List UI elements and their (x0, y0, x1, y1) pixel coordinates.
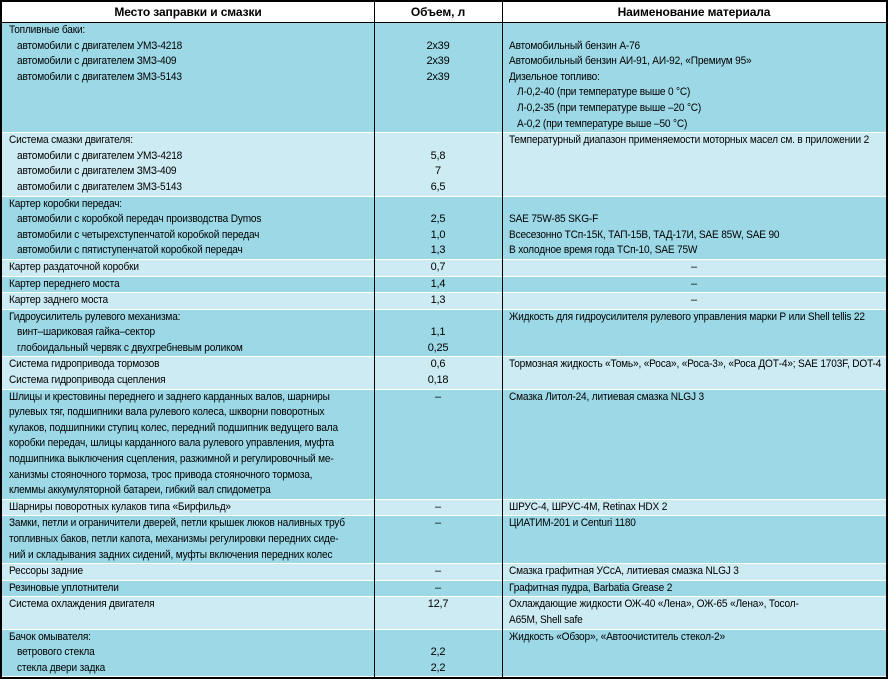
place-text: Рессоры задние (9, 565, 83, 578)
volume-value: 1,1 (430, 326, 446, 339)
table-band (2, 292, 886, 309)
cell-volume (374, 277, 502, 293)
cell-volume (374, 516, 502, 563)
volume-value (374, 630, 502, 646)
material-text: ШРУС-4, ШРУС-4М, Retinax HDX 2 (509, 500, 668, 513)
cell-place (2, 516, 374, 563)
material-text (502, 468, 886, 484)
cell-material (502, 260, 886, 276)
table-band (2, 196, 886, 259)
cell-material (502, 277, 886, 293)
cell-place (2, 293, 374, 309)
material-text (502, 180, 886, 196)
place-text (2, 85, 374, 101)
volume-value (374, 421, 502, 437)
volume-value: – (435, 581, 441, 594)
cell-material (502, 23, 886, 132)
place-text: Резиновые уплотнители (9, 581, 119, 594)
table-band (2, 356, 886, 388)
volume-value: 5,8 (430, 149, 446, 162)
place-text: коробки передач, шлицы карданного вала рулевого управления, муфта (9, 437, 335, 450)
volume-value: 1,3 (430, 244, 446, 257)
volume-value (374, 117, 502, 133)
place-text: автомобили с четырехступенчатой коробкой передач (17, 228, 260, 241)
material-text (502, 532, 886, 548)
place-text: Картер заднего моста (9, 294, 108, 307)
volume-value (374, 548, 502, 564)
material-text (502, 436, 886, 452)
cell-material (502, 133, 886, 195)
place-text: Картер коробки передач: (9, 197, 122, 210)
volume-value (374, 532, 502, 548)
material-text (502, 421, 886, 437)
material-text (502, 197, 886, 213)
cell-material (502, 500, 886, 516)
material-text (502, 452, 886, 468)
cell-material (502, 357, 886, 388)
cell-volume (374, 630, 502, 677)
table-band (2, 389, 886, 499)
volume-value: 0,18 (427, 374, 449, 387)
cell-place (2, 277, 374, 293)
cell-place (2, 310, 374, 357)
material-text: Всесезонно ТСп-15К, ТАП-15В, ТАД-17И, SAE 85W, SAE 90 (509, 228, 780, 241)
material-text: Дизельное топливо: (509, 70, 600, 83)
cell-place (2, 260, 374, 276)
material-text: – (691, 260, 697, 273)
place-text: Замки, петли и ограничители дверей, петли крышек люков наливных труб (9, 517, 345, 530)
material-text: Л-0,2-40 (при температуре выше 0 °С) (517, 86, 691, 99)
volume-value: 2,2 (430, 646, 446, 659)
volume-value: 12,7 (427, 598, 449, 611)
volume-value: 0,7 (430, 260, 446, 273)
place-text: Топливные баки: (9, 24, 86, 36)
cell-volume (374, 23, 502, 132)
place-text: автомобили с двигателем ЗМЗ-409 (17, 55, 177, 68)
volume-value (374, 613, 502, 629)
place-text: подшипника выключения сцепления, разжимной и регулировочный ме- (9, 453, 334, 466)
place-text: ветрового стекла (17, 646, 95, 659)
place-text (2, 613, 374, 629)
cell-material (502, 197, 886, 259)
table-band (2, 499, 886, 516)
cell-place (2, 597, 374, 628)
volume-value: 2,5 (430, 213, 446, 226)
table-band (2, 515, 886, 563)
place-text: стекла двери задка (17, 661, 106, 674)
place-text: ний и складывания задних сидений, муфты включения передних колес (9, 548, 333, 561)
cell-material (502, 581, 886, 597)
place-text: автомобили с двигателем УМЗ-4218 (17, 149, 183, 162)
table-band (2, 23, 886, 132)
volume-value: 2,2 (430, 661, 446, 674)
material-text (502, 661, 886, 677)
cell-volume (374, 310, 502, 357)
cell-volume (374, 133, 502, 195)
volume-value: 6,5 (430, 180, 446, 193)
cell-place (2, 197, 374, 259)
place-text: винт–шариковая гайка–сектор (17, 326, 155, 339)
place-text: Шарниры поворотных кулаков типа «Бирфильд» (9, 500, 231, 513)
cell-place (2, 133, 374, 195)
material-text: Тормозная жидкость «Томь», «Роса», «Роса-3», «Роса ДОТ-4»; SAE 1703F, DOT-4 (509, 358, 882, 371)
volume-value (374, 452, 502, 468)
place-text: Гидроусилитель рулевого механизма: (9, 310, 181, 323)
material-text: Автомобильный бензин АИ-91, АИ-92, «Премиум 95» (509, 55, 752, 68)
cell-material (502, 630, 886, 677)
material-text: Температурный диапазон применяемости моторных масел см. в приложении 2 (509, 134, 870, 147)
material-text (502, 373, 886, 389)
volume-value: 0,25 (427, 341, 449, 354)
material-text: А65М, Shell safe (509, 613, 583, 626)
place-text: Система охлаждения двигателя (9, 598, 155, 611)
column-divider (502, 2, 503, 677)
place-text: автомобили с пятиступенчатой коробкой передач (17, 244, 243, 257)
material-text: ЦИАТИМ-201 и Centuri 1180 (509, 517, 636, 530)
cell-volume (374, 564, 502, 580)
volume-value: 2х39 (426, 70, 450, 83)
volume-value: 7 (435, 165, 441, 178)
cell-volume (374, 581, 502, 597)
table-header (2, 2, 886, 23)
place-text (2, 101, 374, 117)
material-text: А-0,2 (при температуре выше –50 °С) (517, 117, 688, 130)
place-text: ханизмы стояночного тормоза, трос привода стояночного тормоза, (9, 468, 313, 481)
volume-value: 0,6 (430, 358, 446, 371)
material-text (502, 548, 886, 564)
material-text: SAE 75W-85 SKG-F (509, 213, 599, 226)
place-text: клеммы аккумуляторной батареи, гибкий вал спидометра (9, 484, 271, 497)
volume-value: 2х39 (426, 55, 450, 68)
column-divider (374, 2, 375, 677)
place-text: рулевых тяг, подшипники вала рулевого колеса, шкворни поворотных (9, 406, 325, 419)
table-body (2, 23, 886, 676)
place-text: Картер переднего моста (9, 277, 120, 290)
cell-place (2, 390, 374, 499)
volume-value (374, 133, 502, 149)
volume-value (374, 436, 502, 452)
material-text: – (691, 294, 697, 307)
volume-value (374, 468, 502, 484)
volume-value: – (435, 517, 441, 530)
cell-volume (374, 293, 502, 309)
place-text: Шлицы и крестовины переднего и заднего карданных валов, шарниры (9, 390, 330, 403)
cell-place (2, 581, 374, 597)
place-text: автомобили с двигателем ЗМЗ-409 (17, 165, 177, 178)
cell-place (2, 630, 374, 677)
cell-place (2, 357, 374, 388)
cell-material (502, 516, 886, 563)
table-band (2, 596, 886, 628)
place-text: Бачок омывателя: (9, 630, 91, 643)
material-text: – (691, 277, 697, 290)
header-material: Наименование материала (617, 5, 771, 19)
material-text: Графитная пудра, Barbatia Grease 2 (509, 581, 673, 594)
table-band (2, 276, 886, 293)
table-band (2, 563, 886, 580)
volume-value: – (435, 500, 441, 513)
material-text: Охлаждающие жидкости ОЖ-40 «Лена», ОЖ-65 «Лена», Тосол- (509, 598, 799, 611)
place-text (2, 117, 374, 133)
material-text (502, 341, 886, 357)
table-band (2, 309, 886, 357)
cell-place (2, 23, 374, 132)
cell-material (502, 564, 886, 580)
header-place: Место заправки и смазки (114, 5, 262, 19)
cell-volume (374, 597, 502, 628)
cell-material (502, 310, 886, 357)
cell-material (502, 293, 886, 309)
material-text (502, 483, 886, 499)
material-text (502, 405, 886, 421)
material-text: Жидкость для гидроусилителя рулевого управления марки Р или Shell tellis 22 (509, 310, 865, 323)
volume-value: 1,4 (430, 277, 446, 290)
cell-volume (374, 197, 502, 259)
table-band (2, 580, 886, 597)
material-text: Смазка Литол-24, литиевая смазка NLGJ 3 (509, 390, 704, 403)
volume-value (374, 23, 502, 39)
volume-value: – (435, 565, 441, 578)
place-text: Система смазки двигателя: (9, 134, 133, 147)
material-text: В холодное время года ТСп-10, SAE 75W (509, 244, 698, 257)
cell-volume (374, 357, 502, 388)
cell-material (502, 597, 886, 628)
place-text: Система гидропривода тормозов (9, 358, 160, 371)
place-text: Система гидропривода сцепления (9, 374, 166, 387)
place-text: топливных баков, петли капота, механизмы регулировки передних сиде- (9, 533, 339, 545)
cell-volume (374, 500, 502, 516)
table-band (2, 259, 886, 276)
table-band (2, 132, 886, 195)
place-text: кулаков, подшипники ступиц колес, передний подшипник ведущего вала (9, 421, 338, 434)
volume-value (374, 197, 502, 213)
place-text: Картер раздаточной коробки (9, 260, 139, 273)
material-text (502, 149, 886, 165)
volume-value (374, 483, 502, 499)
material-text: Л-0,2-35 (при температуре выше –20 °С) (517, 101, 702, 114)
volume-value (374, 405, 502, 421)
place-text: глобоидальный червяк с двухгребневым роликом (17, 341, 243, 354)
material-text: Автомобильный бензин А-76 (509, 39, 640, 52)
material-text: Жидкость «Обзор», «Автоочиститель стекол-2» (509, 630, 725, 643)
place-text: автомобили с коробкой передач производства Dymos (17, 213, 262, 226)
table-band (2, 629, 886, 677)
volume-value: 1,3 (430, 294, 446, 307)
material-text (502, 164, 886, 180)
material-text (502, 645, 886, 661)
volume-value (374, 101, 502, 117)
volume-value: – (435, 390, 441, 403)
material-text: Смазка графитная УСсА, литиевая смазка NLGJ 3 (509, 565, 739, 578)
material-text (502, 23, 886, 39)
cell-volume (374, 260, 502, 276)
material-text (502, 325, 886, 341)
cell-material (502, 390, 886, 499)
cell-place (2, 564, 374, 580)
place-text: автомобили с двигателем УМЗ-4218 (17, 39, 183, 52)
place-text: автомобили с двигателем ЗМЗ-5143 (17, 180, 182, 193)
volume-value: 2х39 (426, 39, 450, 52)
volume-value (374, 85, 502, 101)
header-volume: Объем, л (410, 5, 466, 19)
place-text: автомобили с двигателем ЗМЗ-5143 (17, 70, 182, 83)
cell-place (2, 500, 374, 516)
volume-value: 1,0 (430, 228, 446, 241)
cell-volume (374, 390, 502, 499)
volume-value (374, 310, 502, 326)
